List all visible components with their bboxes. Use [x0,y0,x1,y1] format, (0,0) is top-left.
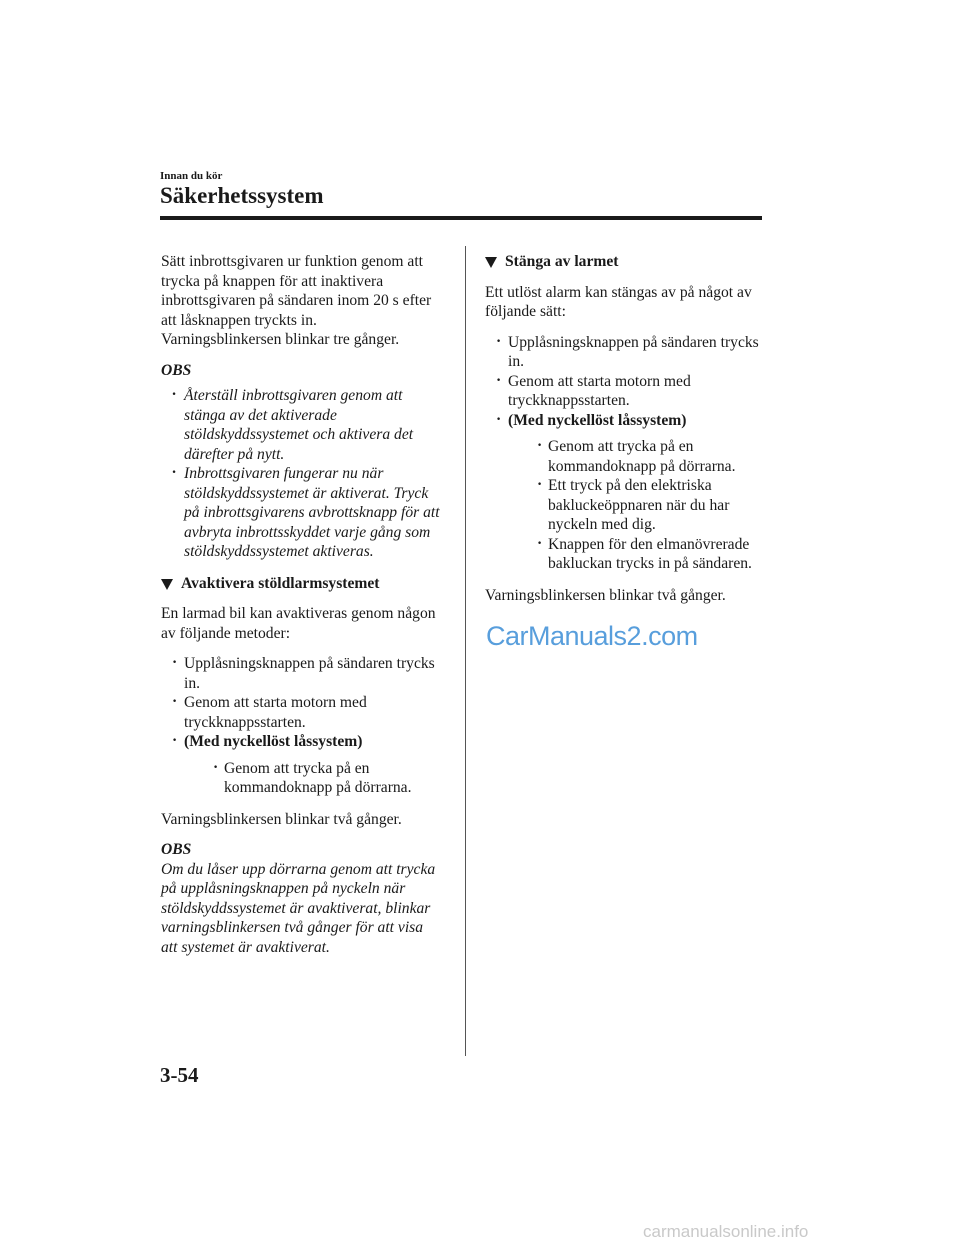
right-column [485,252,767,616]
obs-label: OBS [161,841,192,858]
method-item: · Upplåsningsknappen på sändaren trycks in. [485,333,767,372]
title-rule [160,216,762,220]
obs-list [161,386,443,562]
obs-list-item: · Inbrottsgivaren fungerar nu när stöldskyddssystemet är aktiverat. Tryck på inbrottsgivarens avbrottsknapp för att avbryta inbrottsskyddet varje gång som stöldskyddssystemet aktiveras. [161,464,443,562]
page-title: Säkerhetssystem [160,183,324,208]
method-list [161,654,443,798]
method-item-label: (Med nyckellöst låssystem) [184,733,363,750]
method-intro: Ett utlöst alarm kan stängas av på något av följande sätt: [485,283,752,320]
intro-paragraph: Sätt inbrottsgivaren ur funktion genom att trycka på knappen för att inaktivera inbrottsgivaren på sändaren inom 20 s efter att låsknappen tryckts in. [161,253,432,329]
section-heading-label: Stänga av larmet [505,253,619,270]
method-item [161,732,443,798]
page-number: 3-54 [160,1063,199,1087]
column-divider [465,246,466,1056]
obs-note: Om du låser upp dörrarna genom att trycka på upplåsningsknappen på nyckeln när stöldskyddssystemet är avaktiverat, blinkar varningsblinkersen två gånger för att visa att systemet är avaktiverat. [161,860,436,956]
method-intro: En larmad bil kan avaktiveras genom någon av följande metoder: [161,605,436,642]
watermark-logo: CarManuals2.com [486,621,698,651]
footer-watermark: carmanualsonline.info [643,1222,809,1241]
section-heading-stop-alarm [485,252,767,272]
triangle-down-icon [161,579,173,590]
sub-method-list [184,759,443,798]
method-item-label: (Med nyckellöst låssystem) [508,411,687,429]
blink-note: Varningsblinkersen blinkar två gånger. [161,810,402,828]
intro-blink-note: Varningsblinkersen blinkar tre gånger. [161,331,400,348]
section-heading-deactivate [161,574,443,594]
method-list [485,333,767,574]
sub-method-item: · Genom att trycka på en kommandoknapp på dörrarna. [508,437,767,476]
obs-label: OBS [161,361,192,379]
section-label: Innan du kör [160,170,223,182]
obs-list-item: · Återställ inbrottsgivaren genom att stänga av det aktiverade stöldskyddssystemet och aktivera det därefter på nytt. [161,386,443,464]
method-item: · Genom att starta motorn med tryckknappsstarten. [485,372,767,411]
sub-method-item: · Genom att trycka på en kommandoknapp på dörrarna. [184,759,443,798]
triangle-down-icon [485,257,497,268]
method-item [485,411,767,574]
method-item: · Upplåsningsknappen på sändaren trycks in. [161,654,443,693]
sub-method-item: · Ett tryck på den elektriska bakluckeöppnaren när du har nyckeln med dig. [508,476,767,535]
sub-method-item: · Knappen för den elmanövrerade bakluckan trycks in på sändaren. [508,535,767,574]
method-item: · Genom att starta motorn med tryckknappsstarten. [161,693,443,732]
section-heading-label: Avaktivera stöldlarmsystemet [181,574,380,592]
sub-method-list [508,437,767,574]
left-column [161,252,443,957]
blink-note: Varningsblinkersen blinkar två gånger. [485,586,726,604]
